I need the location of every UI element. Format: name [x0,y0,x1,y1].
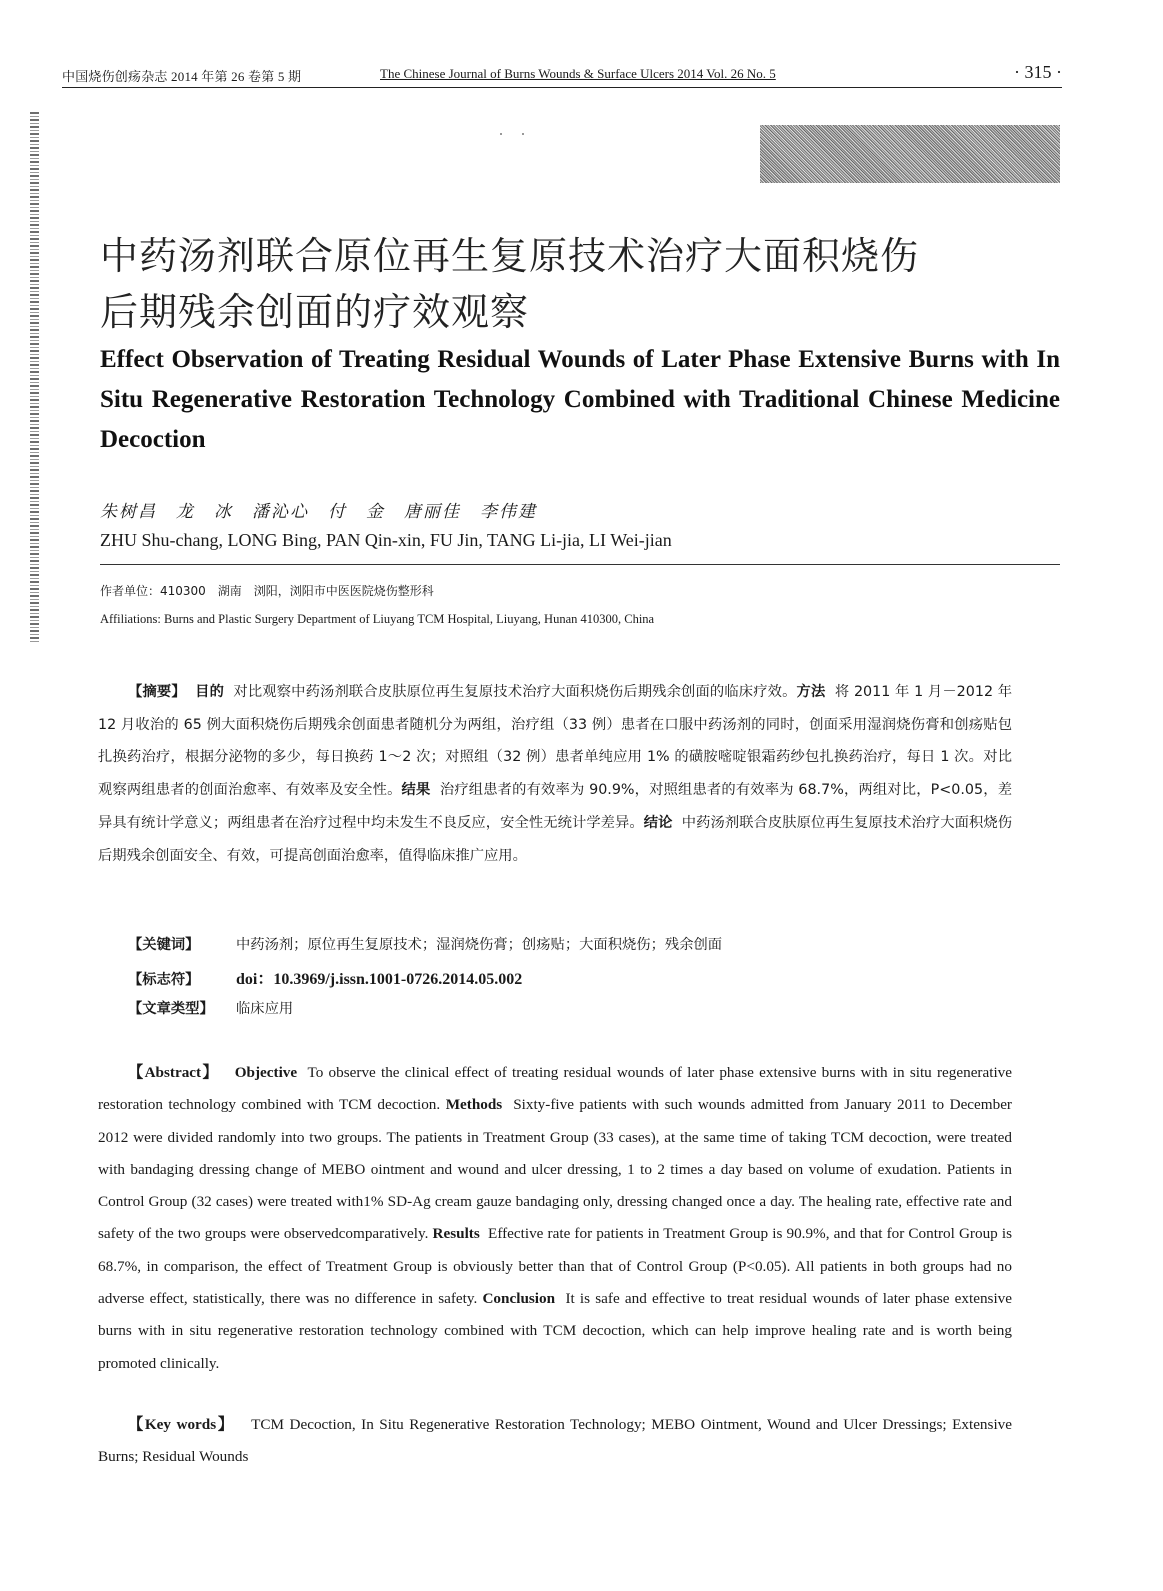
affiliation-cn: 作者单位：410300 湖南 浏阳，浏阳市中医医院烧伤整形科 [100,584,434,598]
abstract-en-methods-label: Methods [445,1096,503,1114]
abstract-cn-results-label: 结果 [401,782,431,799]
abstract-cn [98,676,1012,872]
running-header [62,62,1062,88]
header-rule [62,87,1062,88]
article-type-label: 【文章类型】 [128,1001,214,1017]
abstract-en-label: 【Abstract】 [128,1064,220,1081]
abstract-cn-objective: 对比观察中药汤剂联合皮肤原位再生复原技术治疗大面积烧伤后期残余创面的临床疗效。 [233,684,797,700]
authors-en: ZHU Shu-chang, LONG Bing, PAN Qin-xin, FU Jin, TANG Li-jia, LI Wei-jian [100,530,672,550]
scan-speck [500,133,502,135]
abstract-cn-results: 治疗组患者的有效率为 90.9%，对照组患者的有效率为 68.7%，两组对比，P<0.05，差异具有统计学意义；两组患者在治疗过程中均未发生不良反应，安全性无统计学差异。 [98,782,1013,831]
scan-speck [522,133,524,135]
article-type-row [128,998,293,1018]
abstract-en-methods: Sixty-five patients with such wounds admitted from January 2011 to December 2012 were divided randomly into two groups. The patients in Treatment Group (33 cases), at the same time of taking TCM decoction, were treated with bandaging dressing change of MEBO ointment and wound and ulcer dressing, 1 to 2 times a day based on volume of exudation. Patients in Control Group (32 cases) were treated with1% SD-Ag cream gauze bandaging only, dressing changed once a day. The healing rate, effective rate and safety of the two groups were observedcomparatively. [98,1096,1012,1243]
abstract-en-conclusion-label: Conclusion [482,1290,556,1308]
doi-label: 【标志符】 [128,972,200,988]
abstract-cn-methods: 将 2011 年 1 月－2012 年 12 月收治的 65 例大面积烧伤后期残余创面患者随机分为两组，治疗组（33 例）患者在口服中药汤剂的同时，创面采用湿润烧伤膏和创疡贴包扎换药治疗，根据分泌物的多少，每日换药 1～2 次；对照组（32 例）患者单纯应用 1% 的磺胺嘧啶银霜药纱包扎换药治疗，每日 1 次。对比观察两组患者的创面治愈率、有效率及安全性。 [98,684,1013,799]
abstract-cn-objective-label: 目的 [195,684,225,700]
authors-rule [100,564,1060,565]
title-cn-line-1: 中药汤剂联合原位再生复原技术治疗大面积烧伤 [100,234,920,278]
keywords-cn-row [128,934,722,954]
abstract-en-results: Effective rate for patients in Treatment Group is 90.9%, and that for Control Group is 68.7%, in comparison, the effect of Treatment Group is obviously better than that of Control Group (P<0.05). All patients in both groups had no adverse effect, statistically, there was no difference in safety. [98,1225,1013,1308]
keywords-cn-label: 【关键词】 [128,937,200,953]
abstract-en-results-label: Results [432,1225,480,1243]
abstract-cn-conclusion-label: 结论 [643,814,673,831]
title-cn-line-2: 后期残余创面的疗效观察 [100,290,530,334]
keywords-cn: 中药汤剂；原位再生复原技术；湿润烧伤膏；创疡贴；大面积烧伤；残余创面 [236,937,723,953]
abstract-cn-methods-label: 方法 [796,684,826,700]
doi-row [128,966,522,989]
column-banner [760,125,1060,183]
abstract-en-objective-label: Objective [234,1064,298,1081]
title-en: Effect Observation of Treating Residual Wounds of Later Phase Extensive Burns with In Situ Regenerative Restoration Technology Combined with Traditional Chinese Medicine Decoction [100,346,1060,453]
keywords-en [98,1409,1012,1473]
journal-name-en: The Chinese Journal of Burns Wounds & Surface Ulcers 2014 Vol. 26 No. 5 [380,66,776,81]
abstract-en-conclusion: It is safe and effective to treat residual wounds of later phase extensive burns with in situ regenerative restoration technology combined with TCM decoction, which can help improve healing rate and is worth being promoted clinically. [98,1290,1013,1372]
keywords-en-text: TCM Decoction, In Situ Regenerative Restoration Technology; MEBO Ointment, Wound and Ulcer Dressings; Extensive Burns; Residual Wounds [98,1416,1012,1465]
abstract-cn-conclusion: 中药汤剂联合皮肤原位再生复原技术治疗大面积烧伤后期残余创面安全、有效，可提高创面治愈率，值得临床推广应用。 [98,814,1013,864]
affiliation-en: Affiliations: Burns and Plastic Surgery Department of Liuyang TCM Hospital, Liuyang, Hunan 410300, China [100,612,655,626]
title-cn [100,228,1060,340]
page-number: · 315 · [1014,62,1062,82]
abstract-en [98,1057,1012,1380]
authors-cn: 朱树昌 龙 冰 潘沁心 付 金 唐丽佳 李伟建 [100,502,537,522]
journal-name-cn: 中国烧伤创疡杂志 2014 年第 26 卷第 5 期 [62,69,302,84]
scan-edge-noise [30,112,39,642]
keywords-en-label: 【Key words】 [128,1416,235,1433]
doi-value: doi：10.3969/j.issn.1001-0726.2014.05.002 [236,971,523,988]
article-type: 临床应用 [236,1001,294,1017]
abstract-cn-label: 【摘要】 [128,684,186,700]
abstract-en-objective: To observe the clinical effect of treating residual wounds of later phase extensive burns with in situ regenerative restoration technology combined with TCM decoction. [98,1064,1013,1114]
